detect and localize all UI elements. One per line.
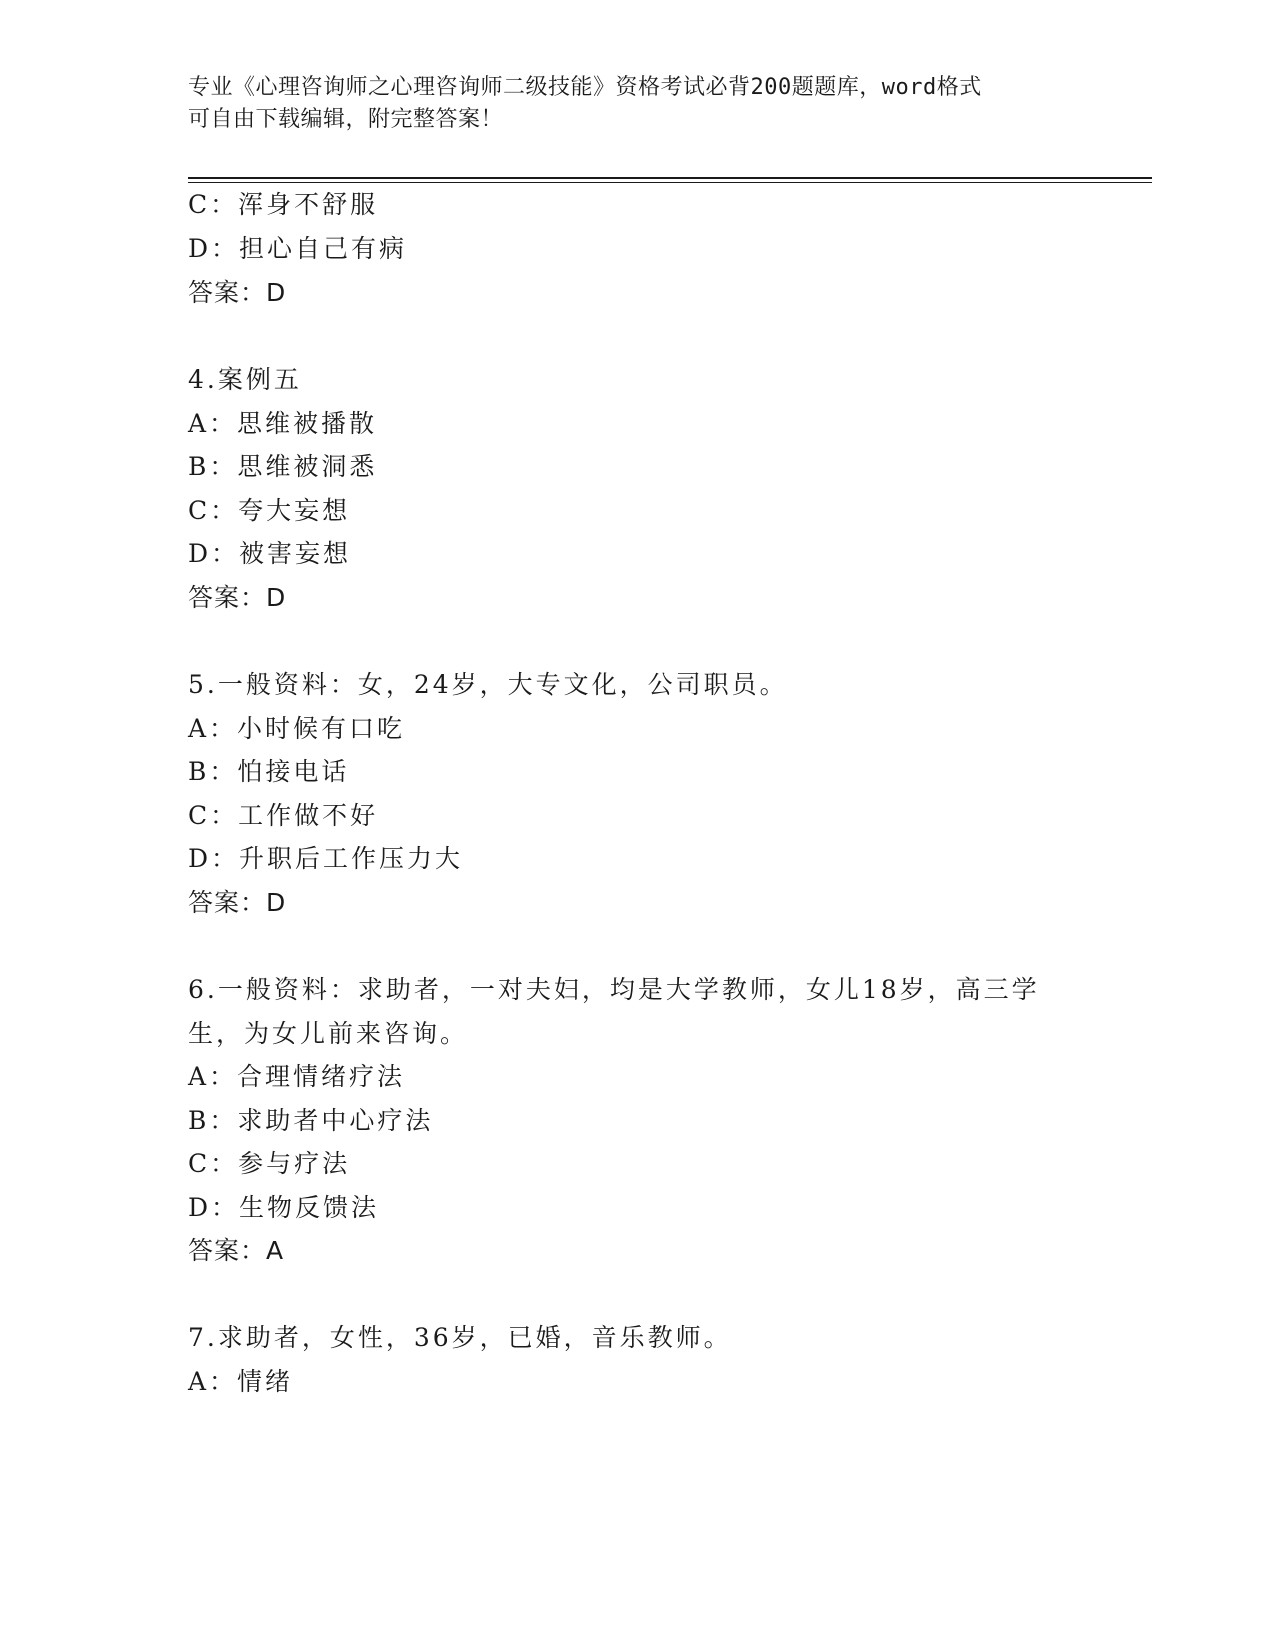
- q4-option-a: A：思维被播散: [188, 409, 378, 438]
- header-title-line-2: 可自由下载编辑，附完整答案！: [188, 107, 504, 132]
- q7-option-a: A：情绪: [188, 1367, 294, 1396]
- q7-stem: 7.求助者，女性，36岁，已婚，音乐教师。: [188, 1323, 732, 1352]
- q6-option-a: A：合理情绪疗法: [188, 1062, 406, 1091]
- q5-option-d: D：升职后工作压力大: [188, 844, 464, 873]
- q6-stem-line-2: 生，为女儿前来咨询。: [188, 1019, 469, 1048]
- header-title-line-1: 专业《心理咨询师之心理咨询师二级技能》资格考试必背200题题库，word格式: [188, 75, 982, 100]
- q4-answer: 答案：D: [188, 583, 287, 612]
- q6-answer: 答案：A: [188, 1236, 285, 1265]
- q3-answer: 答案：D: [188, 278, 287, 307]
- q4-option-b: B：思维被洞悉: [188, 452, 378, 481]
- header-divider-thin: [188, 182, 1152, 183]
- q4-option-d: D：被害妄想: [188, 539, 352, 568]
- q5-option-c: C：工作做不好: [188, 801, 379, 830]
- q4-stem: 4.案例五: [188, 365, 302, 394]
- header-divider-thick: [188, 177, 1152, 179]
- document-header: [188, 72, 1088, 136]
- q4-option-c: C：夸大妄想: [188, 496, 351, 525]
- q6-option-d: D：生物反馈法: [188, 1193, 380, 1222]
- q6-option-c: C：参与疗法: [188, 1149, 351, 1178]
- q5-stem: 5.一般资料：女，24岁，大专文化，公司职员。: [188, 670, 788, 699]
- q3-option-c: C：浑身不舒服: [188, 190, 379, 219]
- q5-answer: 答案：D: [188, 888, 287, 917]
- q5-option-a: A：小时候有口吃: [188, 714, 406, 743]
- q6-stem-line-1: 6.一般资料：求助者，一对夫妇，均是大学教师，女儿18岁，高三学: [188, 975, 1040, 1004]
- q5-option-b: B：怕接电话: [188, 757, 350, 786]
- q6-option-b: B：求助者中心疗法: [188, 1106, 434, 1135]
- q3-option-d: D：担心自己有病: [188, 234, 408, 263]
